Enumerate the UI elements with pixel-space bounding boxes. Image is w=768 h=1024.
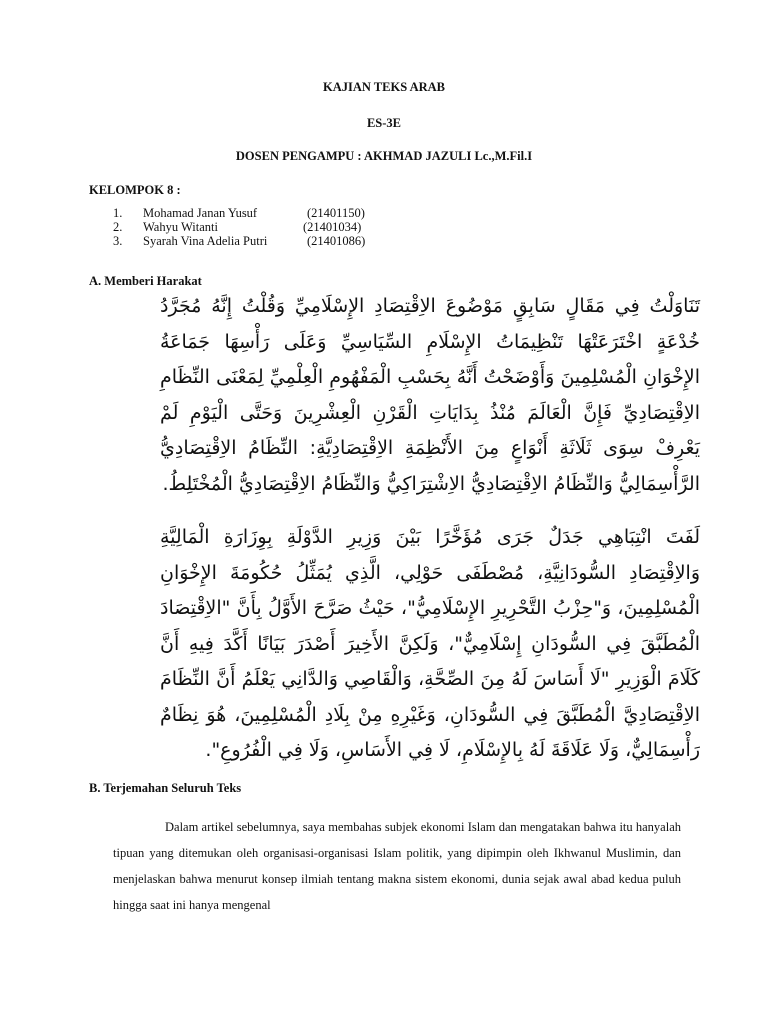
member-number: 2. <box>113 220 123 234</box>
member-name: Syarah Vina Adelia Putri <box>143 234 268 248</box>
document-title: KAJIAN TEKS ARAB <box>322 80 446 94</box>
section-b-heading: B. Terjemahan Seluruh Teks <box>89 781 242 795</box>
member-number: 3. <box>113 234 123 248</box>
arabic-paragraph-1: تَنَاوَلْتُ فِي مَقَالٍ سَابِقٍ مَوْضُوعَ الاِقْتِصَادِ الإِسْلَامِيِّ وَقُلْتُ إِنَّهُ مُجَرَّدُ خُدْعَةٍ اخْتَرَعَتْهَا تَنْظِيمَاتُ الإِسْلَامِ السِّيَاسِيِّ وَعَلَى رَأْسِهَا جَمَاعَةُ الإِخْوَانِ الْمُسْلِمِينَ وَأَوْضَحْتُ أَنَّهُ بِحَسْبِ الْمَفْهُومِ الْعِلْمِيِّ لِمَعْنَى النِّظَامِ الاِقْتِصَادِيِّ فَإِنَّ الْعَالَمَ مُنْذُ بِدَايَاتِ الْقَرْنِ الْعِشْرِينَ وَحَتَّى الْيَوْمِ لَمْ يَعْرِفْ سِوَى ثَلَاثَةِ أَنْوَاعٍ مِنَ الأَنْظِمَةِ الاِقْتِصَادِيَّةِ: النِّظَامُ الاِقْتِصَادِيُّ الرَّأْسِمَالِيُّ وَالنِّظَامُ الاِقْتِصَادِيُّ الاِشْتِرَاكِيُّ وَالنِّظَامُ الاِقْتِصَادِيُّ الْمُخْتَلِطُ. <box>160 295 700 495</box>
member-name: Wahyu Witanti <box>143 220 218 234</box>
member-id: (21401150) <box>307 206 365 220</box>
group-label: KELOMPOK 8 : <box>89 183 181 197</box>
translation-paragraph <box>113 814 681 918</box>
list-item <box>113 206 365 220</box>
member-name: Mohamad Janan Yusuf <box>143 206 258 220</box>
arabic-paragraph-2: لَفَتَ انْتِبَاهِي جَدَلٌ جَرَى مُؤَخَّرًا بَيْنَ وَزِيرِ الدَّوْلَةِ بِوِزَارَةِ الْمَالِيَّةِ وَالاِقْتِصَادِ السُّودَانِيَّةِ، مُصْطَفَى حَوْلِي، الَّذِي يُمَثِّلُ حُكُومَةَ الإِخْوَانِ الْمُسْلِمِينَ، وَ"حِزْبُ التَّحْرِيرِ الإِسْلَامِيُّ"، حَيْثُ صَرَّحَ الأَوَّلُ بِأَنَّ "الاِقْتِصَادَ الْمُطَبَّقَ فِي السُّودَانِ إِسْلَامِيٌّ"، وَلَكِنَّ الأَخِيرَ أَصْدَرَ بَيَانًا أَكَّدَ فِيهِ أَنَّ كَلَامَ الْوَزِيرِ "لَا أَسَاسَ لَهُ مِنَ الصِّحَّةِ، وَالْقَاصِي وَالدَّانِي يَعْلَمُ أَنَّ النِّظَامَ الاِقْتِصَادِيَّ الْمُطَبَّقَ فِي السُّودَانِ، وَغَيْرِهِ مِنْ بِلَادِ الْمُسْلِمِينَ، هُوَ نِظَامٌ رَأْسِمَالِيٌّ، وَلَا عَلَاقَةَ لَهُ بِالإِسْلَامِ، لَا فِي الأَسَاسِ، وَلَا فِي الْفُرُوعِ". <box>160 526 700 761</box>
lecturer-line: DOSEN PENGAMPU : AKHMAD JAZULI Lc.,M.Fil.I <box>235 149 533 163</box>
member-number: 1. <box>113 206 123 220</box>
member-id: (21401086) <box>307 234 366 248</box>
section-a-heading: A. Memberi Harakat <box>89 274 202 288</box>
list-item <box>113 234 365 248</box>
member-list <box>113 206 365 248</box>
member-id: (21401034) <box>303 220 362 234</box>
list-item <box>113 220 365 234</box>
class-code: ES-3E <box>366 116 402 130</box>
translation-text: Dalam artikel sebelumnya, saya membahas subjek ekonomi Islam dan mengatakan bahwa itu hanyalah tipuan yang ditemukan oleh organisasi-organisasi Islam politik, yang dipimpin oleh Ikhwanul Muslimin, dan menjelaskan bahwa menurut konsep ilmiah tentang makna sistem ekonomi, dunia sejak awal abad kedua puluh hingga saat ini hanya mengenal <box>113 820 681 912</box>
